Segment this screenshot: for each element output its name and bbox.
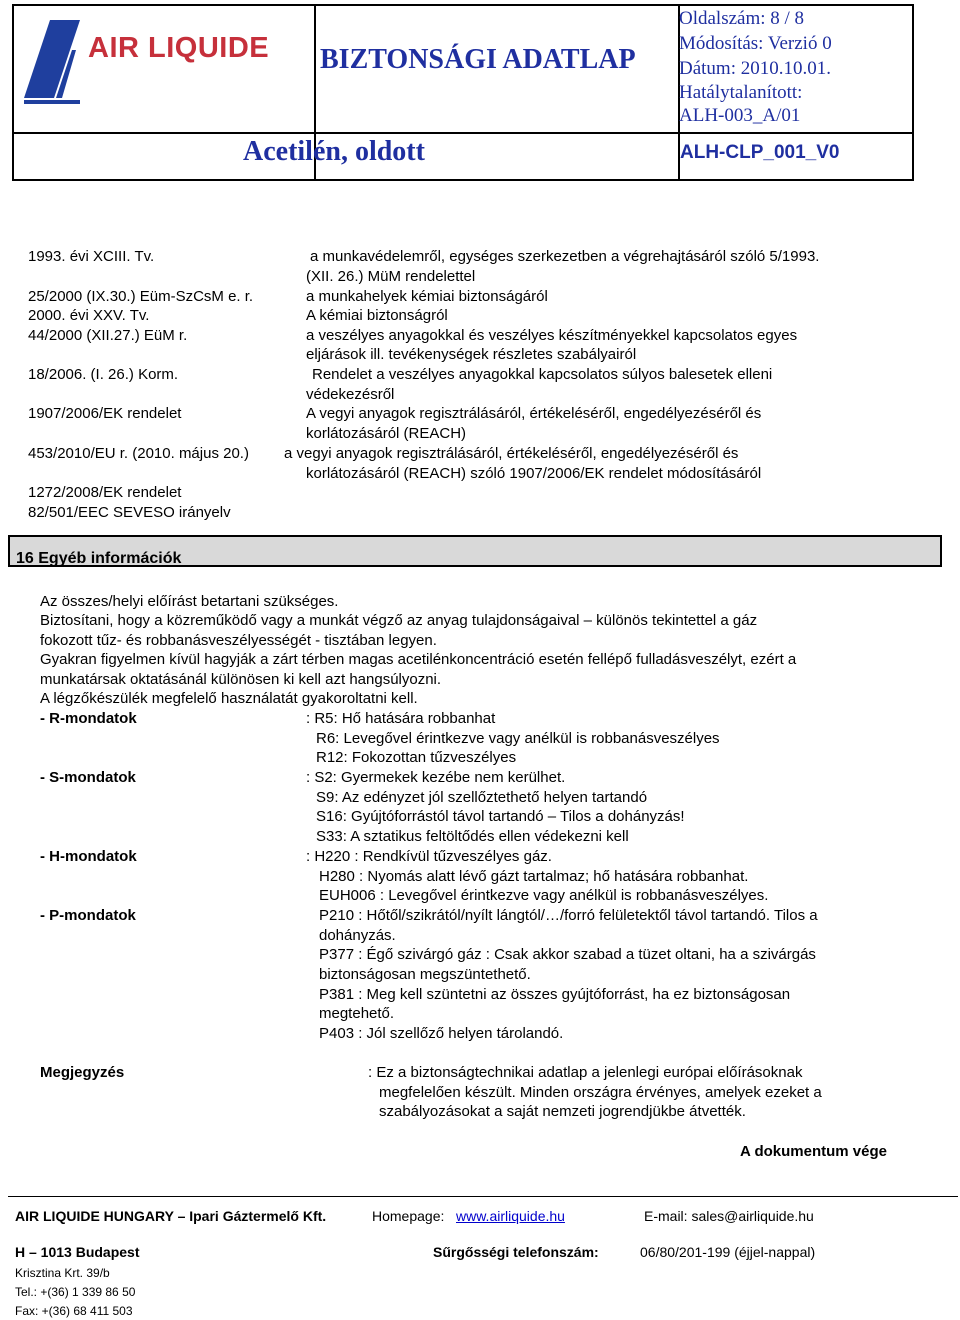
footer-city: H – 1013 Budapest xyxy=(15,1244,140,1260)
p-phrase: megtehető. xyxy=(319,1005,395,1022)
air-liquide-logo xyxy=(20,10,310,125)
law-ref: 82/501/EEC SEVESO irányelv xyxy=(28,504,231,521)
law-ref: 44/2000 (XII.27.) EüM r. xyxy=(28,327,188,344)
p-phrases-label: - P-mondatok xyxy=(40,907,136,924)
page-number: Oldalszám: 8 / 8 xyxy=(679,8,805,29)
law-ref: 18/2006. (I. 26.) Korm. xyxy=(28,366,179,383)
law-ref: 25/2000 (IX.30.) Eüm-SzCsM e. r. xyxy=(28,288,254,305)
p-phrase: biztonságosan megszüntethető. xyxy=(319,966,531,983)
info-paragraph: Gyakran figyelmen kívül hagyják a zárt térben magas acetilénkoncentráció esetén fellépő fulladásveszélyt, ezért a xyxy=(40,651,797,668)
r-phrases-label: - R-mondatok xyxy=(40,710,137,727)
note-text: szabályozásokat a saját nemzeti jogrendjükbe átvették. xyxy=(379,1103,746,1120)
section-header xyxy=(8,535,942,567)
superseded-label: Hatálytalanított: xyxy=(679,82,803,103)
product-name: Acetilén, oldott xyxy=(243,136,425,167)
footer-homepage-link[interactable]: www.airliquide.hu xyxy=(456,1208,565,1224)
law-desc: a munkavédelemről, egységes szerkezetben a végrehajtásáról szóló 5/1993. xyxy=(310,248,820,265)
p-phrase: P403 : Jól szellőző helyen tárolandó. xyxy=(319,1025,564,1042)
law-desc: korlátozásáról (REACH) szóló 1907/2006/EK rendelet módosításáról xyxy=(306,465,762,482)
footer-fax: Fax: +(36) 68 411 503 xyxy=(15,1304,133,1318)
law-desc: a munkahelyek kémiai biztonságáról xyxy=(306,288,548,305)
info-paragraph: fokozott tűz- és robbanásveszélyességét - tisztában legyen. xyxy=(40,632,437,649)
law-desc: eljárások ill. tevékenységek részletes szabályairól xyxy=(306,346,637,363)
footer-street: Krisztina Krt. 39/b xyxy=(15,1266,110,1280)
law-desc: (XII. 26.) MüM rendelettel xyxy=(306,268,476,285)
footer-company: AIR LIQUIDE HUNGARY – Ipari Gáztermelő Kft. xyxy=(15,1208,327,1224)
law-desc: korlátozásáról (REACH) xyxy=(306,425,467,442)
note-label: Megjegyzés xyxy=(40,1064,125,1081)
section-title: 16 Egyéb információk xyxy=(16,550,182,567)
footer-tel: Tel.: +(36) 1 339 86 50 xyxy=(15,1285,136,1299)
date: Dátum: 2010.10.01. xyxy=(679,58,831,79)
law-desc: védekezésről xyxy=(306,386,395,403)
note-text: megfelelően készült. Minden országra érvényes, amelyek ezeket a xyxy=(379,1084,822,1101)
law-desc: A vegyi anyagok regisztrálásáról, értékeléséről, engedélyezéséről és xyxy=(306,405,762,422)
law-desc: a vegyi anyagok regisztrálásáról, értékeléséről, engedélyezéséről és xyxy=(284,445,739,462)
info-paragraph: munkatársak oktatásánál különösen ki kell azt hangsúlyozni. xyxy=(40,671,442,688)
header-divider xyxy=(14,132,912,134)
law-ref: 1272/2008/EK rendelet xyxy=(28,484,182,501)
law-ref: 1993. évi XCIII. Tv. xyxy=(28,248,155,265)
footer-emergency-value: 06/80/201-199 (éjjel-nappal) xyxy=(640,1244,816,1260)
p-phrase: dohányzás. xyxy=(319,927,396,944)
h-phrase: : H220 : Rendkívül tűzveszélyes gáz. xyxy=(306,848,552,865)
r-phrase: R6: Levegővel érintkezve vagy anélkül is robbanásveszélyes xyxy=(316,730,720,747)
p-phrase: P377 : Égő szivárgó gáz : Csak akkor szabad a tüzet oltani, ha a szivárgás xyxy=(319,946,816,963)
footer-homepage-label: Homepage: xyxy=(372,1208,445,1224)
law-desc: Rendelet a veszélyes anyagokkal kapcsolatos súlyos balesetek elleni xyxy=(312,366,773,383)
logo-wordmark: AIR LIQUIDE xyxy=(88,32,270,64)
document-end: A dokumentum vége xyxy=(740,1143,887,1160)
law-desc: A kémiai biztonságról xyxy=(306,307,448,324)
footer-email: E-mail: sales@airliquide.hu xyxy=(644,1208,814,1224)
law-ref: 1907/2006/EK rendelet xyxy=(28,405,182,422)
logo-icon xyxy=(20,10,310,122)
h-phrase: EUH006 : Levegővel érintkezve vagy anélkül is robbanásveszélyes. xyxy=(319,887,769,904)
superseded-value: ALH-003_A/01 xyxy=(679,105,801,126)
document-code: ALH-CLP_001_V0 xyxy=(680,142,840,163)
r-phrase: R12: Fokozottan tűzveszélyes xyxy=(316,749,517,766)
document-title: BIZTONSÁGI ADATLAP xyxy=(320,44,636,75)
law-ref: 453/2010/EU r. (2010. május 20.) xyxy=(28,445,249,462)
law-ref: 2000. évi XXV. Tv. xyxy=(28,307,150,324)
s-phrases-label: - S-mondatok xyxy=(40,769,136,786)
info-paragraph: Biztosítani, hogy a közreműködő vagy a munkát végző az anyag tulajdonságaival – különös tekintettel a gáz xyxy=(40,612,758,629)
footer-emergency-label: Sűrgősségi telefonszám: xyxy=(433,1244,599,1260)
note-text: : Ez a biztonságtechnikai adatlap a jelenlegi európai előírásoknak xyxy=(368,1064,803,1081)
r-phrase: : R5: Hő hatására robbanhat xyxy=(306,710,496,727)
h-phrases-label: - H-mondatok xyxy=(40,848,137,865)
s-phrase: : S2: Gyermekek kezébe nem kerülhet. xyxy=(306,769,566,786)
h-phrase: H280 : Nyomás alatt lévő gázt tartalmaz; hő hatására robbanhat. xyxy=(319,868,749,885)
p-phrase: P210 : Hőtől/szikrától/nyílt lángtól/…/forró felületektől távol tartandó. Tilos a xyxy=(319,907,818,924)
s-phrase: S9: Az edényzet jól szellőztethető helyen tartandó xyxy=(316,789,648,806)
revision: Módosítás: Verzió 0 xyxy=(679,33,832,54)
footer-divider xyxy=(8,1196,958,1197)
law-desc: a veszélyes anyagokkal és veszélyes készítményekkel kapcsolatos egyes xyxy=(306,327,798,344)
s-phrase: S16: Gyújtóforrástól távol tartandó – Tilos a dohányzás! xyxy=(316,808,685,825)
info-paragraph: A légzőkészülék megfelelő használatát gyakoroltatni kell. xyxy=(40,690,418,707)
p-phrase: P381 : Meg kell szüntetni az összes gyújtóforrást, ha ez biztonságosan xyxy=(319,986,791,1003)
s-phrase: S33: A sztatikus feltöltődés ellen védekezni kell xyxy=(316,828,629,845)
info-paragraph: Az összes/helyi előírást betartani szükséges. xyxy=(40,593,339,610)
